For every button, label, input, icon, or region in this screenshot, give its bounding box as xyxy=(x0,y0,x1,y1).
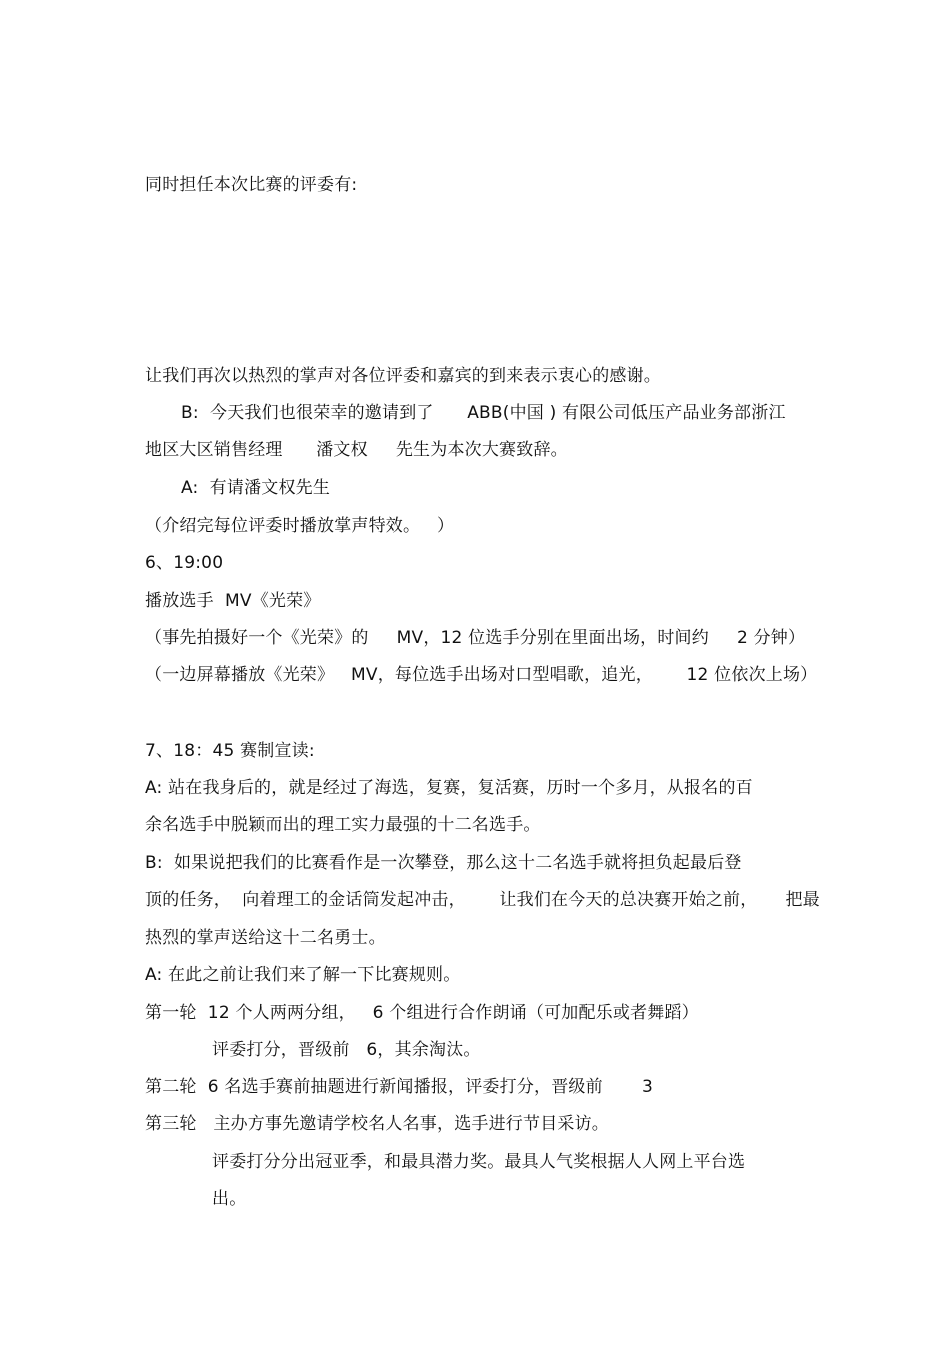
speaker-a-contestants-line-2: 余名选手中脱颖而出的理工实力最强的十二名选手。 xyxy=(145,815,541,835)
mv-play-line: 播放选手 MV《光荣》 xyxy=(145,591,321,611)
speaker-b-invite-line: B: 今天我们也很荣幸的邀请到了 ABB(中国 ) 有限公司低压产品业务部浙江 xyxy=(181,403,786,423)
speaker-b-invite-line-2: 地区大区销售经理 潘文权 先生为本次大赛致辞。 xyxy=(145,440,568,460)
mv-note-1: （事先拍摄好一个《光荣》的 MV，12 位选手分别在里面出场，时间约 2 分钟） xyxy=(145,628,806,648)
speaker-b-climb-line: B: 如果说把我们的比赛看作是一次攀登，那么这十二名选手就将担负起最后登 xyxy=(145,853,742,873)
speaker-a-welcome-line: A: 有请潘文权先生 xyxy=(181,478,331,498)
speaker-b-climb-line-2: 顶的任务， 向着理工的金话筒发起冲击， 让我们在今天的总决赛开始之前， 把最 xyxy=(145,890,820,910)
judges-intro-line: 同时担任本次比赛的评委有: xyxy=(145,175,358,195)
section-6-heading: 6、19:00 xyxy=(145,553,224,573)
round-3-result-line-2: 出。 xyxy=(212,1189,247,1209)
applause-effect-note: （介绍完每位评委时播放掌声特效。 ） xyxy=(145,516,455,536)
speaker-a-rules-line: A: 在此之前让我们来了解一下比赛规则。 xyxy=(145,965,461,985)
speaker-b-climb-line-3: 热烈的掌声送给这十二名勇士。 xyxy=(145,928,386,948)
round-3-result-line: 评委打分分出冠亚季，和最具潜力奖。最具人气奖根据人人网上平台选 xyxy=(212,1152,746,1172)
thanks-line: 让我们再次以热烈的掌声对各位评委和嘉宾的到来表示衷心的感谢。 xyxy=(145,366,661,386)
section-7-heading: 7、18：45 赛制宣读: xyxy=(145,741,315,761)
round-1-result-line: 评委打分，晋级前 6，其余淘汰。 xyxy=(212,1040,481,1060)
round-3-line: 第三轮 主办方事先邀请学校名人名事，选手进行节目采访。 xyxy=(145,1114,610,1134)
speaker-a-contestants-line: A: 站在我身后的，就是经过了海选，复赛，复活赛，历时一个多月，从报名的百 xyxy=(145,778,753,798)
mv-note-2: （一边屏幕播放《光荣》 MV，每位选手出场对口型唱歌，追光， 12 位依次上场） xyxy=(145,665,818,685)
round-1-line: 第一轮 12 个人两两分组， 6 个组进行合作朗诵（可加配乐或者舞蹈） xyxy=(145,1003,699,1023)
round-2-line: 第二轮 6 名选手赛前抽题进行新闻播报，评委打分，晋级前 3 xyxy=(145,1077,654,1097)
